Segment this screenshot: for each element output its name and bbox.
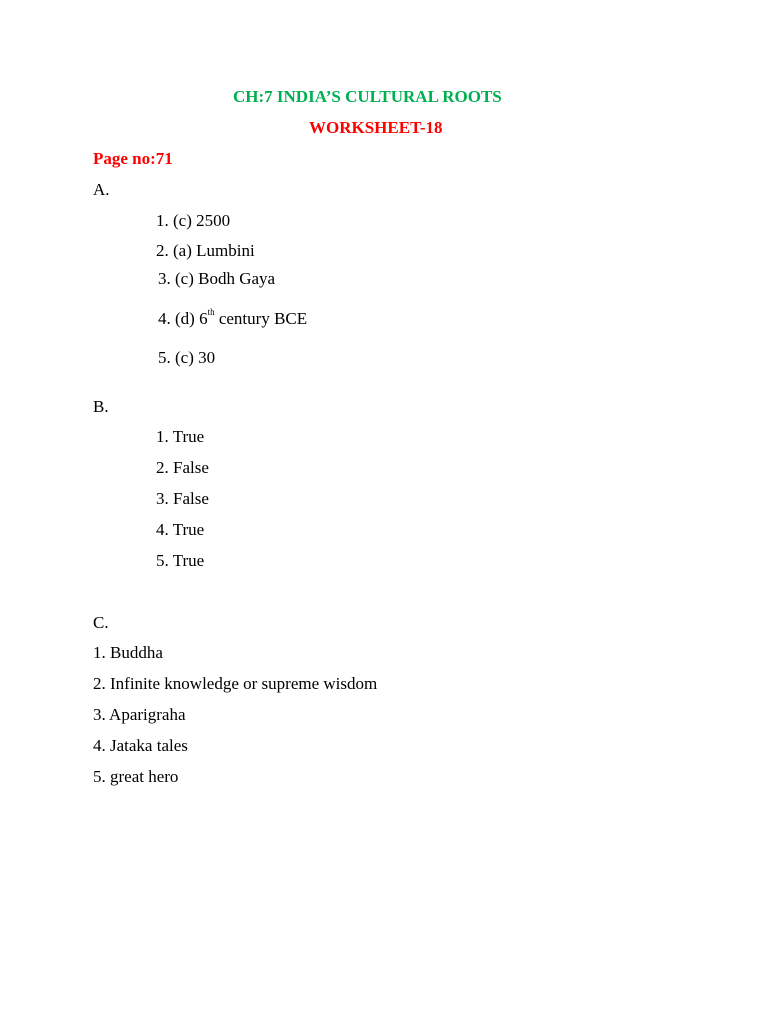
worksheet-title: WORKSHEET-18	[309, 118, 443, 137]
section-a-label: A.	[93, 180, 110, 199]
section-b-item-5: 5. True	[156, 551, 205, 570]
section-c-label: C.	[93, 613, 109, 632]
section-b-item-3: 3. False	[156, 489, 209, 508]
section-c-item-1: 1. Buddha	[93, 643, 163, 662]
section-a-item-2: 2. (a) Lumbini	[156, 241, 255, 260]
ordinal-suffix: th	[207, 307, 215, 318]
section-a-item-4-suffix: century BCE	[214, 309, 308, 328]
section-a-item-4-prefix: 4. (d) 6	[158, 309, 208, 328]
chapter-title: CH:7 INDIA’S CULTURAL ROOTS	[233, 87, 502, 106]
section-b-item-4: 4. True	[156, 520, 205, 539]
section-a-item-5: 5. (c) 30	[158, 348, 216, 367]
section-b-label: B.	[93, 397, 109, 416]
page-number: Page no:71	[93, 149, 173, 168]
section-c-item-5: 5. great hero	[93, 767, 179, 786]
section-a-item-4	[158, 309, 307, 329]
section-c-item-3: 3. Aparigraha	[93, 705, 186, 724]
section-b-item-1: 1. True	[156, 427, 205, 446]
section-c-item-2: 2. Infinite knowledge or supreme wisdom	[93, 674, 378, 693]
section-a-item-1: 1. (c) 2500	[156, 211, 231, 230]
section-b-item-2: 2. False	[156, 458, 209, 477]
section-a-item-3: 3. (c) Bodh Gaya	[158, 269, 276, 288]
section-c-item-4: 4. Jataka tales	[93, 736, 188, 755]
